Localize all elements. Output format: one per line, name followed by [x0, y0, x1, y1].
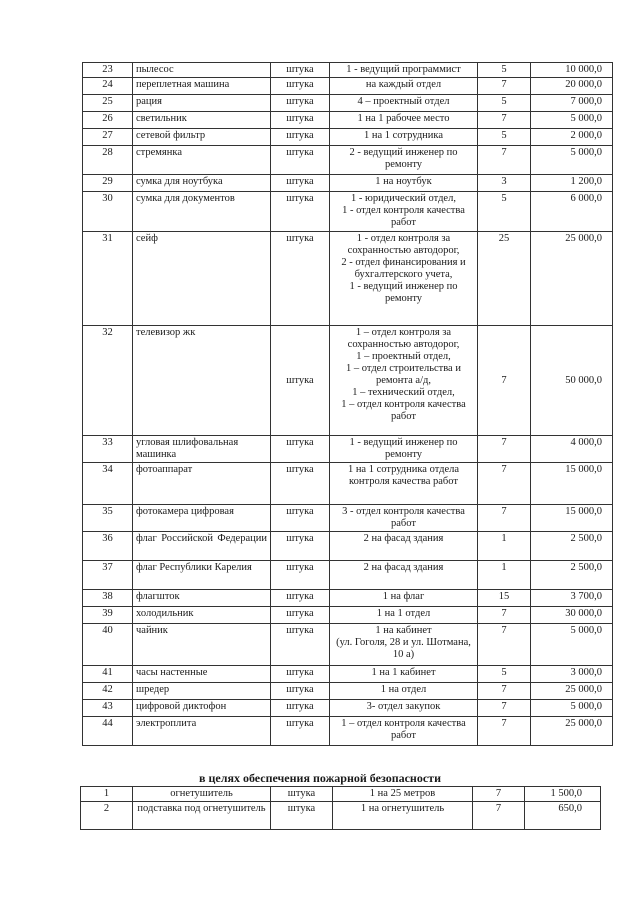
- item-name: флаг Российской Федерации: [133, 532, 271, 561]
- item-norm: 1 на 1 сотрудника отдела контроля качества работ: [330, 463, 478, 505]
- item-price: 4 000,0: [531, 436, 613, 463]
- item-term: 7: [473, 802, 525, 830]
- item-price: 30 000,0: [531, 607, 613, 624]
- row-number: 33: [83, 436, 133, 463]
- item-norm: 1 - ведущий программист: [330, 63, 478, 78]
- item-name: шредер: [133, 683, 271, 700]
- row-number: 32: [83, 326, 133, 436]
- table-row: [83, 717, 613, 746]
- item-unit: штука: [271, 505, 330, 532]
- item-price: 3 000,0: [531, 666, 613, 683]
- item-unit: штука: [271, 683, 330, 700]
- table-row: [83, 78, 613, 95]
- item-norm: 1 на 1 отдел: [330, 607, 478, 624]
- row-number: 1: [81, 787, 133, 802]
- item-name: фотоаппарат: [133, 463, 271, 505]
- row-number: 24: [83, 78, 133, 95]
- item-term: 7: [478, 607, 531, 624]
- item-name: угловая шлифовальная машинка: [133, 436, 271, 463]
- item-term: 3: [478, 175, 531, 192]
- item-unit: штука: [271, 63, 330, 78]
- row-number: 39: [83, 607, 133, 624]
- item-term: 1: [478, 532, 531, 561]
- item-name: пылесос: [133, 63, 271, 78]
- item-norm: 1 – отдел контроля за сохранностью автодорог, 1 – проектный отдел, 1 – отдел строительства и ремонта а/д, 1 – технический отдел, 1 – отдел контроля качества работ: [330, 326, 478, 436]
- item-term: 15: [478, 590, 531, 607]
- item-norm: 1 на 1 кабинет: [330, 666, 478, 683]
- item-term: 7: [478, 505, 531, 532]
- item-price: 25 000,0: [531, 717, 613, 746]
- item-unit: штука: [271, 607, 330, 624]
- item-term: 7: [478, 326, 531, 436]
- item-term: 5: [478, 666, 531, 683]
- item-name: фотокамера цифровая: [133, 505, 271, 532]
- item-name: цифровой диктофон: [133, 700, 271, 717]
- item-norm: 1 на флаг: [330, 590, 478, 607]
- item-norm: 1 - юридический отдел, 1 - отдел контроля качества работ: [330, 192, 478, 232]
- item-price: 6 000,0: [531, 192, 613, 232]
- row-number: 41: [83, 666, 133, 683]
- item-unit: штука: [271, 78, 330, 95]
- item-norm: 1 на 1 сотрудника: [330, 129, 478, 146]
- item-norm: 1 на кабинет (ул. Гоголя, 28 и ул. Шотмана, 10 а): [330, 624, 478, 666]
- item-unit: штука: [271, 700, 330, 717]
- section-heading: в целях обеспечения пожарной безопасности: [199, 771, 441, 785]
- item-term: 5: [478, 129, 531, 146]
- item-price: 15 000,0: [531, 463, 613, 505]
- item-name: флаг Республики Карелия: [133, 561, 271, 590]
- row-number: 37: [83, 561, 133, 590]
- table-row: [83, 129, 613, 146]
- row-number: 23: [83, 63, 133, 78]
- item-norm: 3 - отдел контроля качества работ: [330, 505, 478, 532]
- item-unit: штука: [271, 129, 330, 146]
- item-unit: штука: [271, 326, 330, 436]
- table-row: [83, 146, 613, 175]
- table-row: [83, 683, 613, 700]
- item-unit: штука: [271, 532, 330, 561]
- item-price: 3 700,0: [531, 590, 613, 607]
- table-row: [83, 436, 613, 463]
- row-number: 35: [83, 505, 133, 532]
- item-unit: штука: [271, 802, 333, 830]
- table-row: [83, 624, 613, 666]
- item-price: 10 000,0: [531, 63, 613, 78]
- item-price: 2 500,0: [531, 532, 613, 561]
- equipment-table: [82, 62, 613, 746]
- row-number: 36: [83, 532, 133, 561]
- item-name: электроплита: [133, 717, 271, 746]
- item-price: 5 000,0: [531, 624, 613, 666]
- row-number: 38: [83, 590, 133, 607]
- row-number: 28: [83, 146, 133, 175]
- table-row: [83, 607, 613, 624]
- row-number: 34: [83, 463, 133, 505]
- item-name: холодильник: [133, 607, 271, 624]
- fire-safety-table: [80, 786, 601, 830]
- item-unit: штука: [271, 146, 330, 175]
- item-unit: штука: [271, 175, 330, 192]
- row-number: 30: [83, 192, 133, 232]
- item-name: огнетушитель: [133, 787, 271, 802]
- item-price: 5 000,0: [531, 112, 613, 129]
- table-row: [83, 232, 613, 326]
- item-name: флагшток: [133, 590, 271, 607]
- item-unit: штука: [271, 624, 330, 666]
- row-number: 27: [83, 129, 133, 146]
- row-number: 26: [83, 112, 133, 129]
- item-norm: 1 на 1 рабочее место: [330, 112, 478, 129]
- table-row: [83, 532, 613, 561]
- table-row: [83, 590, 613, 607]
- item-unit: штука: [271, 561, 330, 590]
- item-name: телевизор жк: [133, 326, 271, 436]
- item-unit: штука: [271, 666, 330, 683]
- item-term: 7: [478, 700, 531, 717]
- item-name: рация: [133, 95, 271, 112]
- item-unit: штука: [271, 112, 330, 129]
- item-price: 1 500,0: [525, 787, 601, 802]
- row-number: 25: [83, 95, 133, 112]
- item-name: стремянка: [133, 146, 271, 175]
- item-price: 7 000,0: [531, 95, 613, 112]
- item-term: 7: [478, 463, 531, 505]
- item-name: сейф: [133, 232, 271, 326]
- table-row: [83, 463, 613, 505]
- item-norm: 2 на фасад здания: [330, 561, 478, 590]
- row-number: 31: [83, 232, 133, 326]
- row-number: 44: [83, 717, 133, 746]
- item-norm: 1 - отдел контроля за сохранностью автодорог, 2 - отдел финансирования и бухгалтерского учета, 1 - ведущий инженер по ремонту: [330, 232, 478, 326]
- item-price: 50 000,0: [531, 326, 613, 436]
- item-unit: штука: [271, 95, 330, 112]
- item-name: часы настенные: [133, 666, 271, 683]
- item-norm: на каждый отдел: [330, 78, 478, 95]
- item-unit: штука: [271, 232, 330, 326]
- item-price: 25 000,0: [531, 232, 613, 326]
- item-price: 2 000,0: [531, 129, 613, 146]
- item-unit: штука: [271, 787, 333, 802]
- item-term: 7: [478, 436, 531, 463]
- item-name: сетевой фильтр: [133, 129, 271, 146]
- item-price: 25 000,0: [531, 683, 613, 700]
- row-number: 43: [83, 700, 133, 717]
- item-norm: 1 на огнетушитель: [333, 802, 473, 830]
- item-norm: 2 - ведущий инженер по ремонту: [330, 146, 478, 175]
- table-row: [83, 95, 613, 112]
- table-row: [83, 326, 613, 436]
- item-unit: штука: [271, 717, 330, 746]
- item-price: 15 000,0: [531, 505, 613, 532]
- table-row: [83, 112, 613, 129]
- item-term: 7: [478, 78, 531, 95]
- row-number: 29: [83, 175, 133, 192]
- table-row: [83, 561, 613, 590]
- item-term: 1: [478, 561, 531, 590]
- item-term: 7: [478, 624, 531, 666]
- item-price: 1 200,0: [531, 175, 613, 192]
- item-price: 20 000,0: [531, 78, 613, 95]
- item-norm: 1 на 25 метров: [333, 787, 473, 802]
- item-term: 5: [478, 63, 531, 78]
- item-price: 5 000,0: [531, 700, 613, 717]
- table-row: [83, 666, 613, 683]
- item-name: сумка для ноутбука: [133, 175, 271, 192]
- table-row: [81, 787, 601, 802]
- item-term: 5: [478, 95, 531, 112]
- item-term: 7: [478, 146, 531, 175]
- table-row: [83, 63, 613, 78]
- table-row: [83, 175, 613, 192]
- item-norm: 1 – отдел контроля качества работ: [330, 717, 478, 746]
- item-name: переплетная машина: [133, 78, 271, 95]
- item-norm: 3- отдел закупок: [330, 700, 478, 717]
- table-row: [81, 802, 601, 830]
- item-name: светильник: [133, 112, 271, 129]
- row-number: 40: [83, 624, 133, 666]
- item-term: 7: [478, 683, 531, 700]
- item-price: 5 000,0: [531, 146, 613, 175]
- item-norm: 1 - ведущий инженер по ремонту: [330, 436, 478, 463]
- item-price: 650,0: [525, 802, 601, 830]
- table-row: [83, 505, 613, 532]
- item-name: чайник: [133, 624, 271, 666]
- item-norm: 2 на фасад здания: [330, 532, 478, 561]
- item-name: подставка под огнетушитель: [133, 802, 271, 830]
- item-term: 7: [478, 717, 531, 746]
- table-row: [83, 192, 613, 232]
- item-price: 2 500,0: [531, 561, 613, 590]
- item-norm: 1 на ноутбук: [330, 175, 478, 192]
- item-unit: штука: [271, 436, 330, 463]
- item-term: 5: [478, 192, 531, 232]
- item-term: 7: [478, 112, 531, 129]
- item-unit: штука: [271, 463, 330, 505]
- item-unit: штука: [271, 590, 330, 607]
- item-name: сумка для документов: [133, 192, 271, 232]
- row-number: 2: [81, 802, 133, 830]
- table-row: [83, 700, 613, 717]
- item-term: 25: [478, 232, 531, 326]
- item-term: 7: [473, 787, 525, 802]
- item-norm: 1 на отдел: [330, 683, 478, 700]
- item-norm: 4 – проектный отдел: [330, 95, 478, 112]
- row-number: 42: [83, 683, 133, 700]
- item-unit: штука: [271, 192, 330, 232]
